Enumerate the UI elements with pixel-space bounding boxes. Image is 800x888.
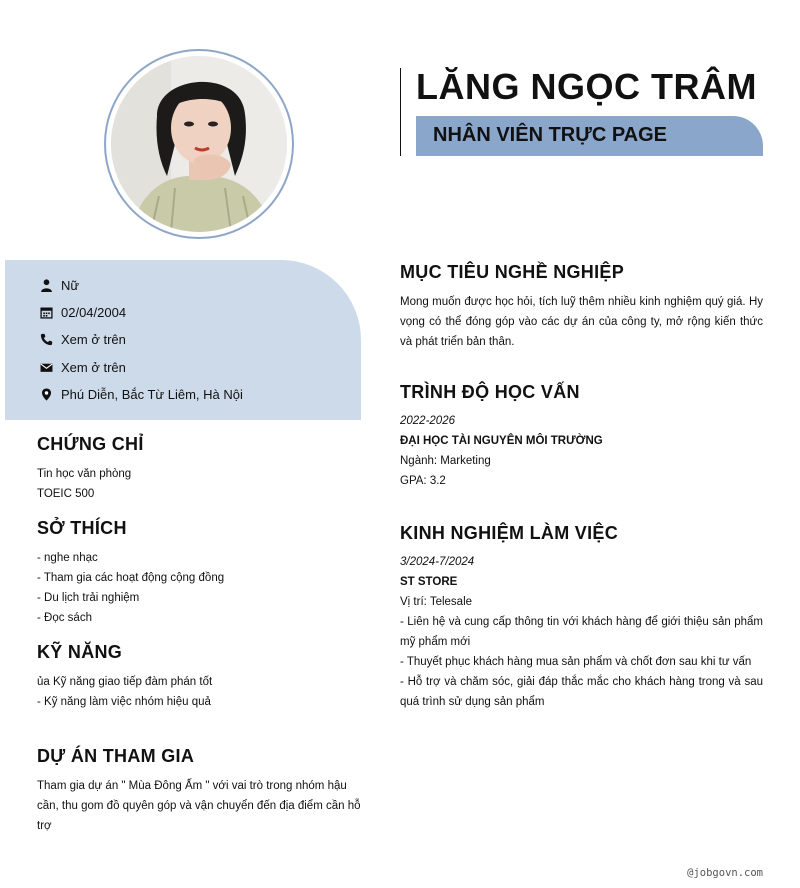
objective-title: MỤC TIÊU NGHỀ NGHIỆP (400, 262, 625, 282)
experience-company: ST STORE (400, 576, 458, 588)
contact-email (40, 357, 126, 377)
certificate-item: Tin học văn phòng (37, 468, 132, 480)
hobby-item: - Đọc sách (37, 612, 92, 624)
skill-item: - Kỹ năng làm việc nhóm hiệu quả (37, 696, 211, 708)
experience-duty: - Liên hệ và cung cấp thông tin với khách hàng để giới thiệu sản phẩm mỹ phẩm mới (400, 616, 763, 648)
hobby-item: - Tham gia các hoạt động cộng đồng (37, 572, 225, 584)
skills-list (37, 672, 212, 712)
person-icon (40, 279, 53, 292)
projects-title: DỰ ÁN THAM GIA (37, 746, 195, 766)
education-major: Ngành: Marketing (400, 455, 491, 467)
certificates-title: CHỨNG CHỈ (37, 434, 144, 454)
watermark: @jobgovn.com (687, 867, 763, 879)
experience-title: KINH NGHIỆM LÀM VIỆC (400, 523, 619, 543)
experience-duty: - Hỗ trợ và chăm sóc, giải đáp thắc mắc cho khách hàng trong và sau quá trình sử dụng sản phẩm (400, 676, 763, 708)
candidate-name: LĂNG NGỌC TRÂM (416, 66, 757, 107)
gender-value: Nữ (61, 277, 80, 293)
contact-address (40, 384, 243, 404)
hobby-item: - Du lịch trải nghiệm (37, 592, 140, 604)
hobbies-title: SỞ THÍCH (37, 518, 127, 538)
experience-duty: - Thuyết phục khách hàng mua sản phẩm và chốt đơn sau khi tư vấn (400, 656, 752, 668)
skills-title: KỸ NĂNG (37, 642, 123, 662)
header-divider (400, 68, 401, 156)
projects-text: Tham gia dự án " Mùa Đông Ấm " với vai trò trong nhóm hậu cần, thu gom đồ quyên góp và vận chuyển đến địa điểm cần hỗ trợ (37, 780, 361, 832)
experience-block (400, 552, 763, 712)
education-block (400, 411, 763, 491)
contact-phone (40, 329, 126, 349)
experience-role: Vị trí: Telesale (400, 596, 473, 608)
email-value: Xem ở trên (61, 359, 126, 375)
hobby-item: - nghe nhạc (37, 552, 98, 564)
skill-item: ủa Kỹ năng giao tiếp đàm phán tốt (37, 676, 213, 688)
position-title: NHÂN VIÊN TRỰC PAGE (433, 124, 668, 146)
certificates-list (37, 464, 131, 504)
education-gpa: GPA: 3.2 (400, 475, 446, 487)
contact-gender (40, 275, 79, 295)
certificate-item: TOEIC 500 (37, 488, 95, 500)
birthday-value: 02/04/2004 (61, 304, 127, 320)
experience-period: 3/2024-7/2024 (400, 556, 475, 568)
objective-text: Mong muốn được học hỏi, tích luỹ thêm nhiều kinh nghiệm quý giá. Hy vọng có thể đóng góp vào các dự án của công ty, mở rộng kiến thức và phát triển bản thân. (400, 296, 763, 348)
calendar-icon (40, 306, 53, 319)
avatar (111, 56, 287, 232)
education-school: ĐẠI HỌC TÀI NGUYÊN MÔI TRƯỜNG (400, 435, 603, 447)
education-period: 2022-2026 (400, 415, 455, 427)
envelope-icon (40, 361, 53, 374)
education-title: TRÌNH ĐỘ HỌC VẤN (400, 382, 580, 402)
address-value: Phú Diễn, Bắc Từ Liêm, Hà Nội (61, 386, 243, 402)
phone-icon (40, 333, 53, 346)
contact-birthday (40, 302, 126, 322)
hobbies-list (37, 548, 224, 628)
location-pin-icon (40, 388, 53, 401)
phone-value: Xem ở trên (61, 331, 126, 347)
